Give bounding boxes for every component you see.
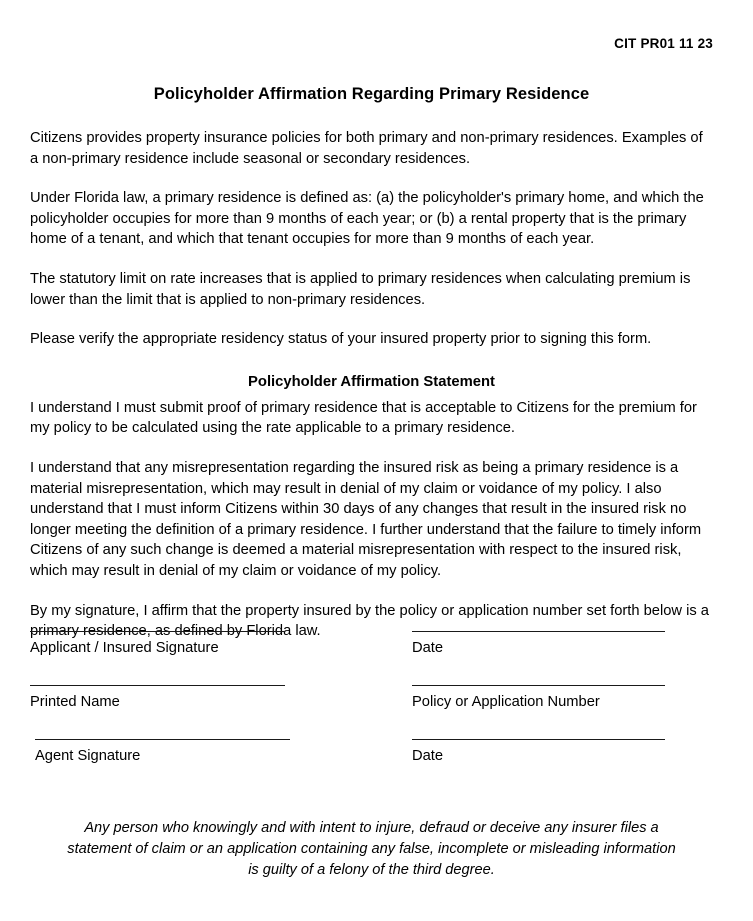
applicant-date-field[interactable] — [412, 631, 665, 658]
affirmation-signature-paragraph: By my signature, I affirm that the property insured by the policy or application number set forth below is a primary residence, as defined by Florida law. — [30, 602, 709, 640]
applicant-signature-field[interactable] — [30, 631, 285, 658]
printed-name-label: Printed Name — [30, 694, 120, 710]
page-title: Policyholder Affirmation Regarding Primary Residence — [153, 85, 590, 103]
fraud-notice — [30, 818, 713, 881]
printed-name-field[interactable] — [30, 685, 285, 712]
signature-block — [30, 631, 713, 793]
affirmation-proof-paragraph: I understand I must submit proof of primary residence that is acceptable to Citizens for the premium for my policy to be calculated using the rate applicable to a primary residence. — [30, 399, 697, 437]
fraud-notice-line-2: statement of claim or an application containing any false, incomplete or misleading information — [67, 841, 676, 857]
affirmation-misrepresentation-paragraph: I understand that any misrepresentation regarding the insured risk as being a primary residence is a material misrepresentation, which may result in denial of my claim or voidance of my policy. I also understand that I must inform Citizens within 30 days of any changes that result in the insured risk no longer meeting the definition of a primary residence. I further understand that the failure to timely inform Citizens of any such change is deemed a material misrepresentation with respect to the insured risk, which may result in denial of my claim or voidance of my policy. — [30, 459, 702, 579]
definition-paragraph: Under Florida law, a primary residence is defined as: (a) the policyholder's primary home, and which the policyholder occupies for more than 9 months of each year; or (b) a rental property that is the primary home of a tenant, and which that tenant occupies for more than 9 months of each year. — [30, 190, 704, 248]
policy-number-field[interactable] — [412, 685, 665, 712]
agent-date-label: Date — [412, 748, 444, 764]
document-body — [30, 85, 713, 642]
verify-residency-paragraph: Please verify the appropriate residency status of your insured property prior to signing this form. — [30, 331, 652, 348]
policy-number-label: Policy or Application Number — [412, 694, 600, 710]
signature-row — [30, 685, 713, 739]
fraud-notice-line-1: Any person who knowingly and with intent to injure, defraud or deceive any insurer files a — [84, 820, 659, 836]
agent-date-field[interactable] — [412, 739, 665, 766]
signature-row — [30, 631, 713, 685]
form-code: CIT PR01 11 23 — [614, 36, 713, 51]
intro-paragraph: Citizens provides property insurance policies for both primary and non-primary residences. Examples of a non-primary residence include seasonal or secondary residences. — [30, 130, 703, 167]
agent-signature-label: Agent Signature — [35, 748, 141, 764]
signature-row — [30, 739, 713, 793]
applicant-signature-label: Applicant / Insured Signature — [30, 640, 219, 656]
statutory-limit-paragraph: The statutory limit on rate increases that is applied to primary residences when calculating premium is lower than the limit that is applied to non-primary residences. — [30, 270, 691, 308]
agent-signature-field[interactable] — [35, 739, 290, 766]
applicant-date-label: Date — [412, 640, 444, 656]
fraud-notice-line-3: is guilty of a felony of the third degree. — [248, 862, 495, 878]
affirmation-statement-heading: Policyholder Affirmation Statement — [248, 373, 495, 390]
